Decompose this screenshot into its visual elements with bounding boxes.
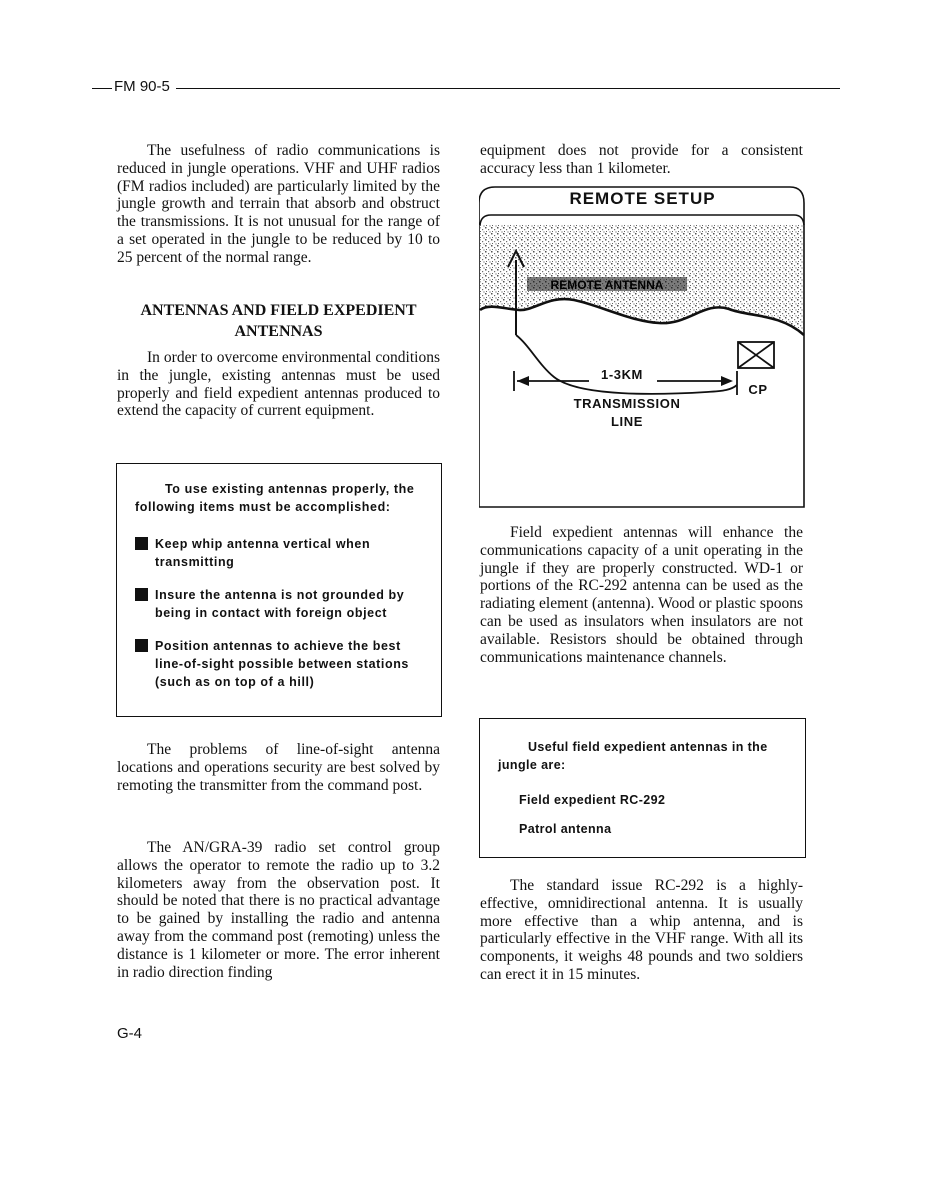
box-intro: Useful field expedient antennas in the jungle are: xyxy=(498,740,768,772)
cp-label: CP xyxy=(748,382,768,397)
paragraph-rc-292: The standard issue RC-292 is a highly-effective, omnidirectional antenna. It is usually more effective than a whip antenna, and is particularly effective in the VHF range. With all its components, it weighs 48 pounds and two soldiers can erect it in 15 minutes. xyxy=(480,877,803,983)
paragraph-field-expedient: Field expedient antennas will enhance the communications capacity of a unit operating in the jungle if they are properly constructed. WD-1 or portions of the RC-292 antenna can be used as the radiating element (antenna). Wood or plastic spoons can be used as insulators when insulators are not available. Resistors should be obtained through communications maintenance channels. xyxy=(480,524,803,666)
transmission-label: TRANSMISSION xyxy=(573,396,681,411)
figure-title: REMOTE SETUP xyxy=(569,189,716,208)
distance-arrow-left-head xyxy=(517,376,529,386)
list-item-text: Insure the antenna is not grounded by being in contact with foreign object xyxy=(155,588,405,620)
figure-canopy-line xyxy=(480,215,804,225)
paragraph-line-of-sight: The problems of line-of-sight antenna locations and operations security are best solved by remoting the transmitter from the command post. xyxy=(117,741,440,794)
existing-antennas-box xyxy=(116,463,442,717)
list-item xyxy=(135,535,425,571)
list-item: Field expedient RC-292 xyxy=(519,793,666,807)
paragraph-an-gra-39: The AN/GRA-39 radio set control group allows the operator to remote the radio up to 3.2 kilometers away from the observation post. It should be noted that there is no practical advantage to be gained by installing the radio and antenna away from the command post (remoting) unless the distance is 1 kilometer or more. The error inherent in radio direction finding xyxy=(117,839,440,981)
distance-label: 1-3KM xyxy=(600,367,643,382)
page-number: G-4 xyxy=(117,1025,143,1042)
remote-setup-figure xyxy=(479,185,806,509)
remote-antenna-label: REMOTE ANTENNA xyxy=(550,278,664,292)
list-item-text: Keep whip antenna vertical when transmitting xyxy=(155,537,371,569)
list-item: Patrol antenna xyxy=(519,822,612,836)
remote-setup-illustration xyxy=(479,185,806,509)
bullet-square-icon xyxy=(135,639,148,652)
transmission-line-cable xyxy=(516,335,737,394)
page-header xyxy=(92,78,840,98)
useful-antennas-box xyxy=(479,718,806,858)
line-label: LINE xyxy=(610,414,643,429)
section-heading-antennas: ANTENNAS AND FIELD EXPEDIENT ANTENNAS xyxy=(140,302,417,340)
header-lead-rule xyxy=(92,88,112,89)
paragraph-radio-usefulness: The usefulness of radio communications is reduced in jungle operations. VHF and UHF radios (FM radios included) are particularly limited by the jungle growth and terrain that absorb and obstruct the transmissions. It is not unusual for the range of a set operated in the jungle to be reduced by 10 to 25 percent of the normal range. xyxy=(117,142,440,266)
document-id: FM 90-5 xyxy=(114,78,170,95)
paragraph-environmental-conditions: In order to overcome environmental conditions in the jungle, existing antennas must be used properly and field expedient antennas produced to extend the capacity of current equipment. xyxy=(117,349,440,420)
list-item xyxy=(135,586,425,622)
list-item-text: Position antennas to achieve the best line-of-sight possible between stations (such as on top of a hill) xyxy=(155,639,409,689)
list-item xyxy=(135,637,425,691)
header-rule xyxy=(176,88,840,89)
box-intro: To use existing antennas properly, the following items must be accomplished: xyxy=(135,482,415,514)
distance-arrow-right-head xyxy=(721,376,733,386)
paragraph-accuracy: equipment does not provide for a consistent accuracy less than 1 kilometer. xyxy=(480,142,803,177)
bullet-square-icon xyxy=(135,588,148,601)
bullet-square-icon xyxy=(135,537,148,550)
